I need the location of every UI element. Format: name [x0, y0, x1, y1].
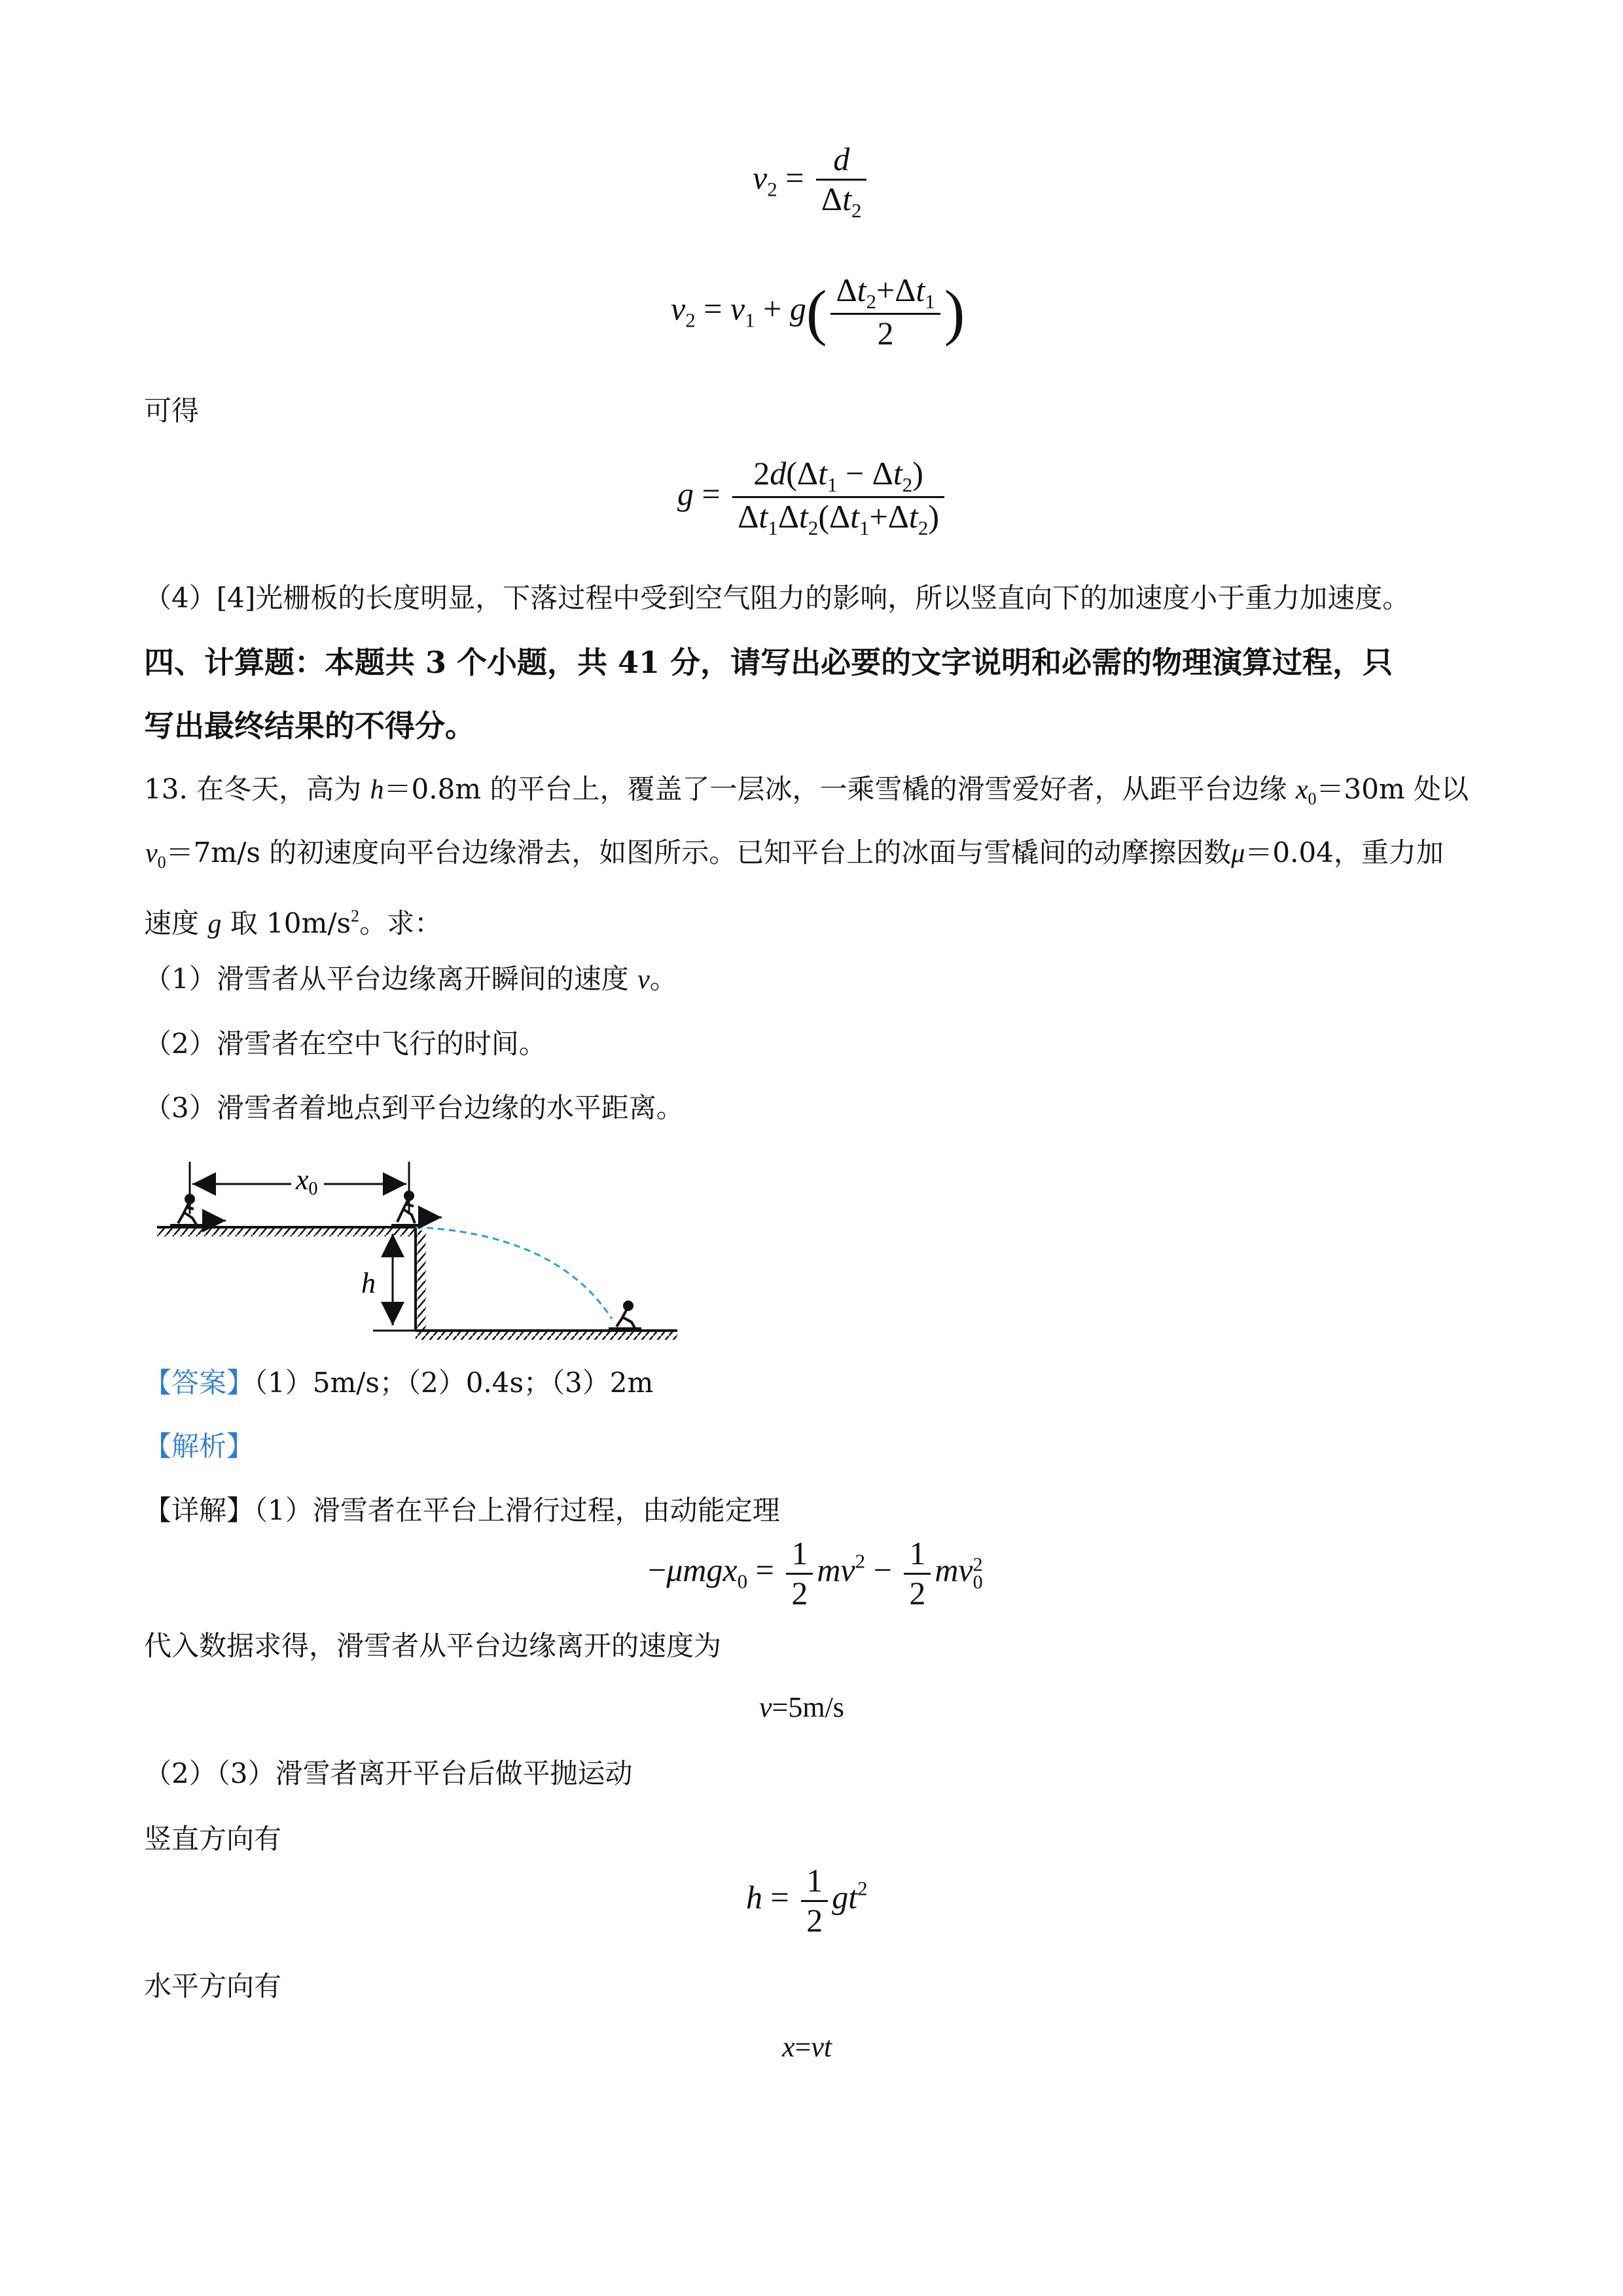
v-var: v: [759, 1691, 772, 1723]
answer-text: （1）5m/s；（2）0.4s；（3）2m: [254, 1367, 654, 1399]
q13-text: ＝7m/s 的初速度向平台边缘滑去，如图所示。已知平台上的冰面与雪橇间的动摩擦因数: [166, 836, 1232, 869]
sub1-v-var: v: [637, 965, 650, 995]
platform-hatch: [157, 1227, 416, 1236]
q13-text: ＝0.8m 的平台上，覆盖了一层冰，一乘雪橇的滑雪爱好者，从距平台边缘: [383, 773, 1296, 805]
sub-question-3: （3）滑雪者着地点到平台边缘的水平距离。: [144, 1092, 684, 1124]
answer-label: 【答案】: [144, 1367, 255, 1399]
vt-var: vt: [811, 2031, 832, 2063]
horizontal-text: 水平方向有: [144, 1970, 282, 2002]
equation-v-result: [759, 1691, 844, 1724]
equation-kinetic-energy: −μmgx$_0$ = $\frac{1}{2}$ $mv^2$ − $\frac{1}{2}$ mv 2 0: [648, 1535, 983, 1611]
q13-text: ＝0.04，重力加: [1245, 836, 1444, 869]
analysis-label: 【解析】: [144, 1430, 255, 1462]
q13-g-var: g: [207, 908, 222, 939]
ski-jump-figure: [151, 1162, 681, 1352]
equation-v2-d-dt2: $v_2$ = $\frac{d}{\Delta t_2}$: [753, 141, 870, 222]
skier-landing-icon: [609, 1302, 641, 1329]
sub1-text: （1）滑雪者从平台边缘离开瞬间的速度: [144, 963, 638, 995]
equation-g-result: g = $\frac{2d(\Delta t_1 - \Delta t_2)}{\Delta t_1\Delta t_2(\Delta t_1+\Delta t_2)}$: [677, 455, 948, 540]
part23-text: （2）（3）滑雪者离开平台后做平抛运动: [144, 1757, 633, 1789]
equals-sign: =: [794, 2031, 812, 2063]
q13-v-sub: 0: [157, 853, 166, 872]
q13-text: 13. 在冬天，高为: [144, 773, 370, 805]
detail-text: （1）滑雪者在平台上滑行过程，由动能定理: [254, 1494, 780, 1526]
v-value: =5m/s: [772, 1691, 844, 1723]
section-heading-line2: 写出最终结果的不得分。: [144, 708, 475, 744]
ground-hatch: [416, 1331, 677, 1340]
skier-edge-icon: [391, 1192, 442, 1225]
question-13-line1: [144, 770, 1469, 819]
paragraph-part4: （4）[4]光栅板的长度明显，下落过程中受到空气阻力的影响，所以竖直向下的加速度小于重力加速度。: [144, 582, 1410, 614]
q13-h-var: h: [370, 775, 384, 805]
trajectory-curve: [416, 1227, 612, 1319]
q13-mu-var: μ: [1231, 838, 1245, 869]
question-13-line2: [145, 833, 1444, 882]
text-ke-de: 可得: [144, 395, 200, 427]
sub-question-2: （2）滑雪者在空中飞行的时间。: [144, 1028, 546, 1060]
question-13-line3: [144, 897, 442, 944]
detail-line: [144, 1491, 780, 1530]
detail-label: 【详解】: [144, 1494, 255, 1526]
q13-x-sub: 0: [1308, 789, 1317, 809]
equation-x-vt: [782, 2030, 832, 2064]
sub-question-1: [144, 960, 677, 999]
q13-text: ＝30m 处以: [1316, 773, 1469, 805]
q13-v-var: v: [145, 838, 158, 869]
q13-text: 取 10m/s: [221, 906, 351, 939]
h-label: h: [361, 1267, 376, 1299]
x-var: x: [782, 2031, 795, 2063]
equation-v2-v1-g: $v_2 = v_1 + g$( $\frac{\Delta t_2+\Delta t_1}{2}$ ): [671, 272, 965, 352]
x0-label: x0: [296, 1164, 318, 1199]
vertical-text: 竖直方向有: [144, 1823, 282, 1855]
substitute-text: 代入数据求得，滑雪者从平台边缘离开的速度为: [144, 1630, 722, 1662]
q13-text: 。求：: [359, 906, 442, 939]
wall-hatch: [416, 1230, 426, 1331]
q13-text: 速度: [144, 906, 208, 939]
skier-start-icon: [170, 1195, 226, 1225]
q13-x-var: x: [1295, 775, 1308, 805]
equation-h-gt2: h = $\frac{1}{2}$ $gt^2$: [746, 1862, 868, 1939]
answer-line: [144, 1363, 653, 1403]
section-heading-line1: 四、计算题：本题共 3 个小题，共 41 分，请写出必要的文字说明和必需的物理演算过程，只: [144, 645, 1393, 680]
sub1-text: 。: [649, 963, 677, 995]
q13-sup: 2: [351, 906, 360, 925]
